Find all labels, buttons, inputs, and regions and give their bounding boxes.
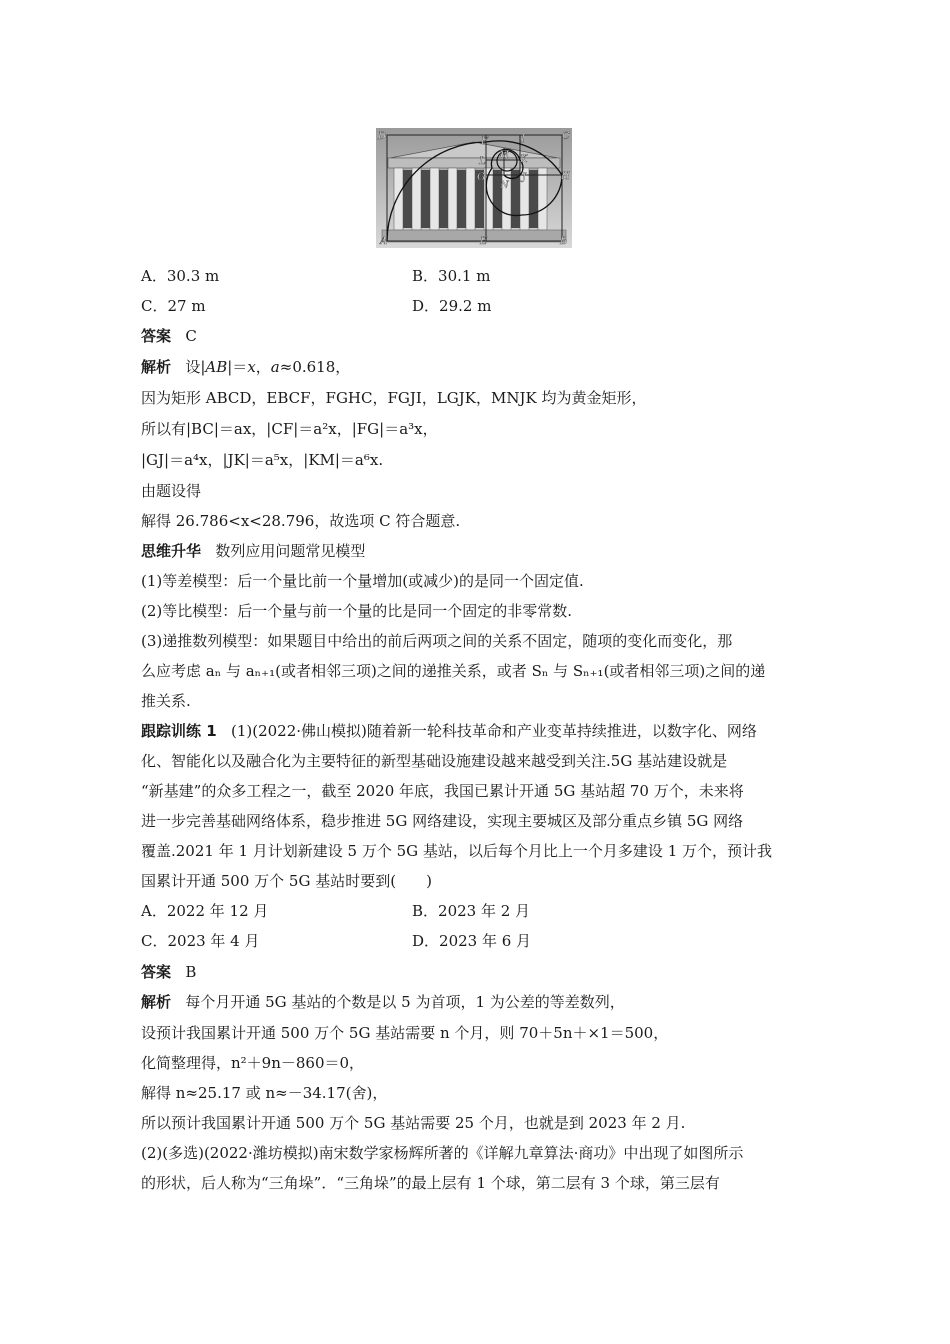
analysis-line-3: 所以有|BC|＝ax，|CF|＝a²x，|FG|＝a³x，	[141, 420, 438, 438]
practice-analysis-line-3: 化简整理得，n²＋9n－860＝0，	[141, 1054, 365, 1072]
label-F: F	[481, 136, 488, 147]
practice-title: 跟踪训练 1	[141, 722, 217, 740]
label-A: A	[380, 236, 388, 247]
summary-p1: (1)等差模型：后一个量比前一个量增加(或减少)的是同一个固定值.	[141, 572, 584, 590]
analysis-line-2: 因为矩形 ABCD，EBCF，FGHC，FGJI，LGJK，MNJK 均为黄金矩形，	[141, 389, 647, 407]
parthenon-golden-spiral-figure	[376, 128, 572, 248]
option-c: C．27 m	[141, 297, 206, 315]
practice-line-5: 覆盖.2021 年 1 月计划新建设 5 万个 5G 基站，以后每个月比上一个月多建设 1 万个，预计我	[141, 842, 773, 860]
label-D: D	[378, 131, 387, 142]
analysis-line-5: 由题设得	[141, 482, 202, 500]
summary-title: 思维升华	[141, 542, 202, 560]
practice-line-1: 跟踪训练 1 (1)(2022·佛山模拟)随着新一轮科技革命和产业变革持续推进，以数字化、网络	[141, 722, 757, 740]
label-C: C	[562, 131, 570, 142]
practice-analysis-line-5: 所以预计我国累计开通 500 万个 5G 基站需要 25 个月，也就是到 2023 年 2 月.	[141, 1114, 686, 1132]
practice-q2-line-2: 的形状，后人称为“三角垛”．“三角垛”的最上层有 1 个球，第二层有 3 个球，第三层有	[141, 1174, 720, 1192]
practice-analysis-label: 解析	[141, 993, 172, 1011]
entablature	[388, 158, 560, 168]
answer-line	[141, 321, 821, 351]
practice-line-3: “新基建”的众多工程之一，截至 2020 年底，我国已累计开通 5G 基站超 70 万个，未来将	[141, 782, 744, 800]
practice-option-d: D．2023 年 6 月	[412, 932, 532, 950]
practice-option-b: B．2023 年 2 月	[412, 902, 531, 920]
answer-value: C	[185, 327, 197, 345]
label-N: N	[500, 180, 509, 191]
analysis-line-1: 解析 设|AB|＝x，a≈0.618，	[141, 358, 351, 376]
practice-analysis-line-1: 解析 每个月开通 5G 基站的个数是以 5 为首项，1 为公差的等差数列，	[141, 993, 625, 1011]
practice-line-4: 进一步完善基础网络体系，稳步推进 5G 网络建设，实现主要城区及部分重点乡镇 5G 网络	[141, 812, 744, 830]
label-I: I	[521, 134, 525, 145]
analysis-line-4: |GJ|＝a⁴x，|JK|＝a⁵x，|KM|＝a⁶x.	[141, 451, 384, 469]
summary-subtitle: 数列应用问题常见模型	[215, 542, 366, 560]
analysis-line-6: 解得 26.786<x<28.796，故选项 C 符合题意.	[141, 512, 461, 530]
option-b: B．30.1 m	[412, 267, 491, 285]
practice-option-a: A．2022 年 12 月	[141, 902, 269, 920]
label-E: E	[480, 236, 488, 247]
summary-p2: (2)等比模型：后一个量与前一个量的比是同一个固定的非零常数.	[141, 602, 573, 620]
label-G: G	[477, 172, 485, 183]
label-H: H	[561, 171, 570, 182]
practice-analysis-line-2: 设预计我国累计开通 500 万个 5G 基站需要 n 个月，则 70＋5n＋×1＝500，	[141, 1024, 669, 1042]
label-K: K	[520, 154, 528, 165]
stylobate	[382, 230, 566, 242]
summary-p3-line1: (3)递推数列模型：如果题目中给出的前后两项之间的关系不固定，随项的变化而变化，那	[141, 632, 733, 650]
label-L: L	[479, 156, 486, 167]
practice-answer-value: B	[185, 963, 197, 981]
summary-heading	[141, 536, 821, 566]
analysis-label: 解析	[141, 358, 172, 376]
practice-answer-line	[141, 957, 821, 987]
answer-label: 答案	[141, 327, 172, 345]
label-M: M	[499, 150, 510, 161]
practice-analysis-line-4: 解得 n≈25.17 或 n≈－34.17(舍)，	[141, 1084, 388, 1102]
label-B: B	[560, 236, 568, 247]
label-J: J	[522, 172, 527, 183]
option-a: A．30.3 m	[141, 267, 220, 285]
summary-p3-line2: 么应考虑 aₙ 与 aₙ₊₁(或者相邻三项)之间的递推关系，或者 Sₙ 与 Sₙ₊₁(或者相邻三项)之间的递	[141, 662, 766, 680]
practice-line-6: 国累计开通 500 万个 5G 基站时要到( )	[141, 872, 432, 890]
practice-answer-label: 答案	[141, 963, 172, 981]
practice-option-c: C．2023 年 4 月	[141, 932, 260, 950]
practice-q2-line-1: (2)(多选)(2022·潍坊模拟)南宋数学家杨辉所著的《详解九章算法·商功》中出现了如图所示	[141, 1144, 744, 1162]
practice-line-2: 化、智能化以及融合化为主要特征的新型基础设施建设越来越受到关注.5G 基站建设就是	[141, 752, 728, 770]
option-d: D．29.2 m	[412, 297, 492, 315]
summary-p3-line3: 推关系.	[141, 692, 191, 710]
